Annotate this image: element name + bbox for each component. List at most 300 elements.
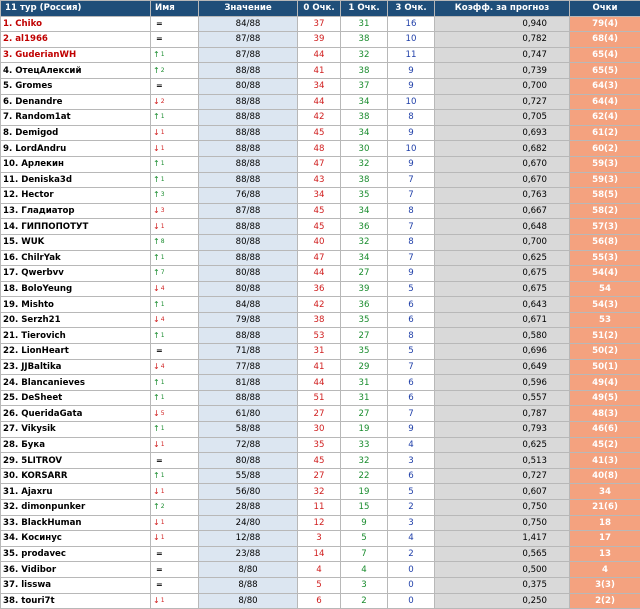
zero-points-cell: 45 [298, 125, 341, 141]
three-points-cell: 2 [388, 500, 435, 516]
no-change-icon: = [153, 34, 163, 43]
rank-change-value: 1 [161, 519, 165, 526]
points-cell: 53 [570, 312, 640, 328]
value-cell: 88/88 [199, 94, 298, 110]
table-row [1, 422, 640, 438]
zero-points-cell: 30 [298, 422, 341, 438]
player-name: 21. Tierovich [1, 328, 151, 344]
zero-points-header: 0 Очк. [298, 1, 341, 17]
arrow-up-icon: ↑ [153, 237, 160, 246]
player-name: 12. Hector [1, 188, 151, 204]
coefficient-cell: 0,675 [435, 281, 570, 297]
coefficient-cell: 0,727 [435, 94, 570, 110]
value-cell: 76/88 [199, 188, 298, 204]
rank-change-value: 2 [161, 98, 165, 105]
table-row [1, 110, 640, 126]
three-points-cell: 8 [388, 110, 435, 126]
arrow-up-icon: ↑ [153, 393, 160, 402]
value-cell: 88/88 [199, 219, 298, 235]
rank-change-value: 1 [161, 129, 165, 136]
player-name: 3. GuderianWH [1, 47, 151, 63]
arrow-up-icon: ↑ [153, 66, 160, 75]
zero-points-cell: 35 [298, 437, 341, 453]
rank-change [151, 312, 199, 328]
table-row [1, 47, 640, 63]
points-cell: 64(3) [570, 78, 640, 94]
three-points-cell: 0 [388, 577, 435, 593]
one-point-cell: 32 [341, 453, 388, 469]
coefficient-cell: 0,739 [435, 63, 570, 79]
arrow-up-icon: ↑ [153, 112, 160, 121]
player-name: 37. lisswa [1, 577, 151, 593]
rank-change-value: 4 [161, 285, 165, 292]
rank-change-value: 1 [161, 394, 165, 401]
value-cell: 88/88 [199, 328, 298, 344]
value-cell: 80/88 [199, 281, 298, 297]
three-points-cell: 7 [388, 188, 435, 204]
points-cell: 65(5) [570, 63, 640, 79]
value-cell: 8/88 [199, 577, 298, 593]
coefficient-cell: 0,250 [435, 593, 570, 609]
three-points-cell: 0 [388, 562, 435, 578]
rank-change-value: 1 [161, 472, 165, 479]
value-cell: 80/88 [199, 266, 298, 282]
no-change-icon: = [153, 81, 163, 90]
arrow-up-icon: ↑ [153, 471, 160, 480]
zero-points-cell: 41 [298, 63, 341, 79]
one-point-cell: 31 [341, 16, 388, 32]
player-name: 26. QueridaGata [1, 406, 151, 422]
value-cell: 87/88 [199, 32, 298, 48]
table-row [1, 266, 640, 282]
one-point-cell: 3 [341, 577, 388, 593]
coefficient-cell: 0,670 [435, 172, 570, 188]
zero-points-cell: 12 [298, 515, 341, 531]
three-points-cell: 6 [388, 375, 435, 391]
points-cell: 61(2) [570, 125, 640, 141]
three-points-cell: 7 [388, 219, 435, 235]
table-row [1, 468, 640, 484]
table-row [1, 577, 640, 593]
one-point-header: 1 Очк. [341, 1, 388, 17]
table-row [1, 172, 640, 188]
table-row [1, 515, 640, 531]
table-row [1, 63, 640, 79]
coefficient-cell: 0,693 [435, 125, 570, 141]
table-row [1, 546, 640, 562]
player-name: 10. Арлекин [1, 156, 151, 172]
zero-points-cell: 44 [298, 47, 341, 63]
arrow-up-icon: ↑ [153, 502, 160, 511]
three-points-cell: 2 [388, 546, 435, 562]
rank-change [151, 562, 199, 578]
zero-points-cell: 37 [298, 16, 341, 32]
value-cell: 80/88 [199, 453, 298, 469]
three-points-cell: 8 [388, 203, 435, 219]
rank-change [151, 453, 199, 469]
coefficient-cell: 0,700 [435, 78, 570, 94]
table-row [1, 593, 640, 609]
rank-change [151, 390, 199, 406]
coefficient-cell: 0,782 [435, 32, 570, 48]
coefficient-cell: 0,565 [435, 546, 570, 562]
coefficient-cell: 0,625 [435, 437, 570, 453]
rank-change [151, 16, 199, 32]
table-row [1, 234, 640, 250]
one-point-cell: 19 [341, 484, 388, 500]
rank-change [151, 125, 199, 141]
one-point-cell: 32 [341, 156, 388, 172]
rank-change-value: 1 [161, 160, 165, 167]
three-points-cell: 9 [388, 156, 435, 172]
one-point-cell: 32 [341, 234, 388, 250]
round-header: 11 тур (Россия) [1, 1, 151, 17]
rank-change [151, 344, 199, 360]
arrow-up-icon: ↑ [153, 268, 160, 277]
rank-change [151, 328, 199, 344]
value-cell: 8/80 [199, 593, 298, 609]
table-row [1, 390, 640, 406]
value-cell: 88/88 [199, 141, 298, 157]
no-change-icon: = [153, 549, 163, 558]
rank-change [151, 468, 199, 484]
value-cell: 88/88 [199, 250, 298, 266]
no-change-icon: = [153, 456, 163, 465]
player-name: 6. Denandre [1, 94, 151, 110]
points-cell: 50(2) [570, 344, 640, 360]
table-row [1, 406, 640, 422]
table-row [1, 16, 640, 32]
one-point-cell: 27 [341, 266, 388, 282]
rank-change-value: 1 [161, 441, 165, 448]
arrow-down-icon: ↓ [153, 533, 160, 542]
table-row [1, 32, 640, 48]
zero-points-cell: 34 [298, 188, 341, 204]
arrow-down-icon: ↓ [153, 206, 160, 215]
zero-points-cell: 53 [298, 328, 341, 344]
three-points-cell: 9 [388, 78, 435, 94]
coefficient-cell: 0,705 [435, 110, 570, 126]
rank-change [151, 375, 199, 391]
value-cell: 81/88 [199, 375, 298, 391]
zero-points-cell: 27 [298, 406, 341, 422]
table-row [1, 562, 640, 578]
rank-change [151, 515, 199, 531]
player-name: 30. KORSARR [1, 468, 151, 484]
rank-change [151, 234, 199, 250]
table-row [1, 281, 640, 297]
player-name: 27. Vikysik [1, 422, 151, 438]
value-cell: 23/88 [199, 546, 298, 562]
player-name: 13. Гладиатор [1, 203, 151, 219]
table-row [1, 531, 640, 547]
coefficient-cell: 0,580 [435, 328, 570, 344]
one-point-cell: 34 [341, 203, 388, 219]
rank-change-value: 2 [161, 503, 165, 510]
three-points-header: 3 Очк. [388, 1, 435, 17]
coefficient-cell: 0,596 [435, 375, 570, 391]
three-points-cell: 8 [388, 234, 435, 250]
player-name: 25. DeSheet [1, 390, 151, 406]
three-points-cell: 16 [388, 16, 435, 32]
points-cell: 48(3) [570, 406, 640, 422]
rank-change-value: 3 [161, 191, 165, 198]
one-point-cell: 27 [341, 328, 388, 344]
player-name: 20. Serzh21 [1, 312, 151, 328]
zero-points-cell: 42 [298, 297, 341, 313]
player-name: 29. 5LITROV [1, 453, 151, 469]
zero-points-cell: 45 [298, 203, 341, 219]
three-points-cell: 7 [388, 172, 435, 188]
value-cell: 55/88 [199, 468, 298, 484]
coefficient-cell: 0,607 [435, 484, 570, 500]
coefficient-cell: 0,648 [435, 219, 570, 235]
table-row [1, 125, 640, 141]
three-points-cell: 6 [388, 297, 435, 313]
arrow-up-icon: ↑ [153, 190, 160, 199]
one-point-cell: 5 [341, 531, 388, 547]
player-name: 2. al1966 [1, 32, 151, 48]
arrow-up-icon: ↑ [153, 159, 160, 168]
zero-points-cell: 31 [298, 344, 341, 360]
table-row [1, 156, 640, 172]
value-cell: 88/88 [199, 63, 298, 79]
rank-change-value: 1 [161, 254, 165, 261]
zero-points-cell: 51 [298, 390, 341, 406]
table-row [1, 453, 640, 469]
points-cell: 64(4) [570, 94, 640, 110]
rank-change-value: 2 [161, 67, 165, 74]
points-cell: 56(8) [570, 234, 640, 250]
points-cell: 13 [570, 546, 640, 562]
three-points-cell: 9 [388, 63, 435, 79]
one-point-cell: 2 [341, 593, 388, 609]
one-point-cell: 9 [341, 515, 388, 531]
value-cell: 84/88 [199, 297, 298, 313]
no-change-icon: = [153, 565, 163, 574]
table-row [1, 437, 640, 453]
player-name: 16. ChilrYak [1, 250, 151, 266]
table-row [1, 297, 640, 313]
zero-points-cell: 3 [298, 531, 341, 547]
coefficient-cell: 0,763 [435, 188, 570, 204]
coefficient-cell: 0,940 [435, 16, 570, 32]
rank-change [151, 188, 199, 204]
value-cell: 56/80 [199, 484, 298, 500]
three-points-cell: 11 [388, 47, 435, 63]
zero-points-cell: 44 [298, 266, 341, 282]
rank-change [151, 32, 199, 48]
coefficient-cell: 0,625 [435, 250, 570, 266]
coefficient-cell: 0,513 [435, 453, 570, 469]
arrow-up-icon: ↑ [153, 378, 160, 387]
zero-points-cell: 41 [298, 359, 341, 375]
points-cell: 40(8) [570, 468, 640, 484]
coefficient-cell: 0,750 [435, 500, 570, 516]
arrow-up-icon: ↑ [153, 50, 160, 59]
three-points-cell: 10 [388, 141, 435, 157]
three-points-cell: 3 [388, 515, 435, 531]
rank-change-value: 5 [161, 410, 165, 417]
player-name: 18. BoloYeung [1, 281, 151, 297]
value-cell: 84/88 [199, 16, 298, 32]
zero-points-cell: 27 [298, 468, 341, 484]
player-name: 15. WUK [1, 234, 151, 250]
points-cell: 58(2) [570, 203, 640, 219]
one-point-cell: 33 [341, 437, 388, 453]
zero-points-cell: 11 [298, 500, 341, 516]
three-points-cell: 7 [388, 250, 435, 266]
one-point-cell: 31 [341, 390, 388, 406]
player-name: 35. prodavec [1, 546, 151, 562]
value-cell: 58/88 [199, 422, 298, 438]
table-row [1, 203, 640, 219]
value-cell: 77/88 [199, 359, 298, 375]
rank-change [151, 577, 199, 593]
zero-points-cell: 32 [298, 484, 341, 500]
three-points-cell: 3 [388, 453, 435, 469]
one-point-cell: 34 [341, 250, 388, 266]
value-cell: 88/88 [199, 125, 298, 141]
points-cell: 21(6) [570, 500, 640, 516]
rank-change-value: 1 [161, 534, 165, 541]
rank-change [151, 47, 199, 63]
rank-change [151, 266, 199, 282]
zero-points-cell: 5 [298, 577, 341, 593]
points-cell: 79(4) [570, 16, 640, 32]
table-row [1, 141, 640, 157]
no-change-icon: = [153, 346, 163, 355]
value-cell: 88/88 [199, 156, 298, 172]
table-row [1, 359, 640, 375]
three-points-cell: 6 [388, 390, 435, 406]
rank-change-value: 1 [161, 332, 165, 339]
points-cell: 54(4) [570, 266, 640, 282]
points-cell: 34 [570, 484, 640, 500]
three-points-cell: 8 [388, 328, 435, 344]
value-cell: 88/88 [199, 390, 298, 406]
coefficient-cell: 0,670 [435, 156, 570, 172]
value-cell: 88/88 [199, 172, 298, 188]
one-point-cell: 37 [341, 78, 388, 94]
one-point-cell: 38 [341, 63, 388, 79]
coefficient-cell: 0,793 [435, 422, 570, 438]
points-cell: 55(3) [570, 250, 640, 266]
rank-change [151, 78, 199, 94]
rank-change [151, 437, 199, 453]
player-name: 38. touri7t [1, 593, 151, 609]
zero-points-cell: 43 [298, 172, 341, 188]
points-cell: 68(4) [570, 32, 640, 48]
player-name: 9. LordAndru [1, 141, 151, 157]
player-name: 5. Gromes [1, 78, 151, 94]
rank-change-value: 1 [161, 597, 165, 604]
rank-change [151, 422, 199, 438]
player-name: 31. Ajaxru [1, 484, 151, 500]
points-cell: 62(4) [570, 110, 640, 126]
zero-points-cell: 47 [298, 250, 341, 266]
value-cell: 24/80 [199, 515, 298, 531]
rank-change [151, 297, 199, 313]
rank-change [151, 593, 199, 609]
one-point-cell: 27 [341, 406, 388, 422]
zero-points-cell: 36 [298, 281, 341, 297]
rank-change-value: 1 [161, 51, 165, 58]
player-name: 8. Demigod [1, 125, 151, 141]
arrow-up-icon: ↑ [153, 253, 160, 262]
three-points-cell: 4 [388, 531, 435, 547]
one-point-cell: 30 [341, 141, 388, 157]
coefficient-cell: 0,557 [435, 390, 570, 406]
coefficient-cell: 0,671 [435, 312, 570, 328]
player-name: 14. ГИППОПОТУТ [1, 219, 151, 235]
three-points-cell: 4 [388, 437, 435, 453]
value-cell: 80/88 [199, 78, 298, 94]
coefficient-cell: 0,667 [435, 203, 570, 219]
points-cell: 58(5) [570, 188, 640, 204]
table-row [1, 78, 640, 94]
arrow-down-icon: ↓ [153, 315, 160, 324]
arrow-down-icon: ↓ [153, 409, 160, 418]
rank-change [151, 250, 199, 266]
three-points-cell: 7 [388, 359, 435, 375]
rank-change [151, 406, 199, 422]
three-points-cell: 10 [388, 94, 435, 110]
one-point-cell: 36 [341, 297, 388, 313]
zero-points-cell: 45 [298, 219, 341, 235]
value-cell: 61/80 [199, 406, 298, 422]
rank-change [151, 63, 199, 79]
points-cell: 51(2) [570, 328, 640, 344]
rank-change-value: 1 [161, 176, 165, 183]
rank-change-value: 1 [161, 379, 165, 386]
rank-change-value: 1 [161, 113, 165, 120]
arrow-up-icon: ↑ [153, 175, 160, 184]
points-cell: 65(4) [570, 47, 640, 63]
table-row [1, 312, 640, 328]
player-name: 1. Chiko [1, 16, 151, 32]
rank-change [151, 203, 199, 219]
points-cell: 59(3) [570, 172, 640, 188]
rank-change [151, 110, 199, 126]
three-points-cell: 9 [388, 422, 435, 438]
player-name: 11. Deniska3d [1, 172, 151, 188]
table-row [1, 219, 640, 235]
zero-points-cell: 44 [298, 375, 341, 391]
player-name: 23. JJBaltika [1, 359, 151, 375]
coefficient-cell: 0,787 [435, 406, 570, 422]
table-row [1, 375, 640, 391]
player-name: 4. ОтецАлексий [1, 63, 151, 79]
points-cell: 3(3) [570, 577, 640, 593]
one-point-cell: 31 [341, 375, 388, 391]
one-point-cell: 22 [341, 468, 388, 484]
value-cell: 88/88 [199, 110, 298, 126]
rank-change-value: 1 [161, 425, 165, 432]
player-name: 22. LionHeart [1, 344, 151, 360]
coefficient-cell: 0,643 [435, 297, 570, 313]
three-points-cell: 6 [388, 468, 435, 484]
coefficient-cell: 0,747 [435, 47, 570, 63]
coefficient-cell: 0,375 [435, 577, 570, 593]
rank-change-value: 8 [161, 238, 165, 245]
points-cell: 45(2) [570, 437, 640, 453]
one-point-cell: 15 [341, 500, 388, 516]
rank-change [151, 219, 199, 235]
one-point-cell: 38 [341, 32, 388, 48]
player-name: 32. dimonpunker [1, 500, 151, 516]
rank-change [151, 141, 199, 157]
